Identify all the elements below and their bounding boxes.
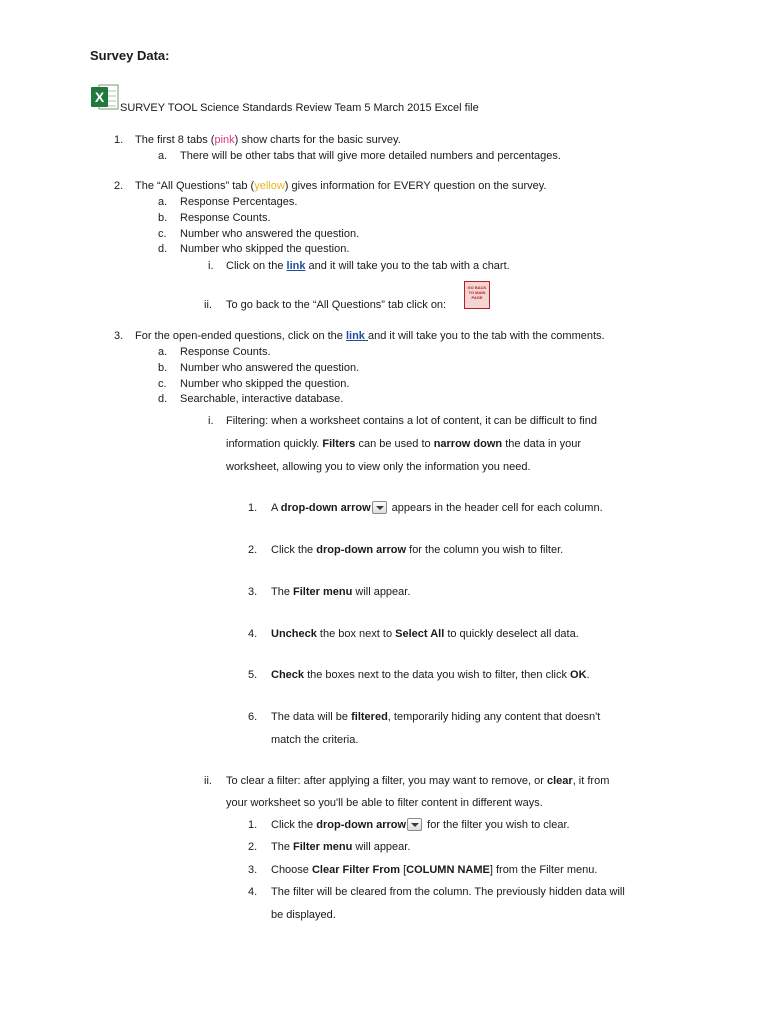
excel-file-link[interactable]: SURVEY TOOL Science Standards Review Team 5 March 2015 Excel file [120, 102, 479, 114]
step-6-text: The data will be filtered, temporarily hiding any content that doesn't [271, 711, 601, 723]
list-number: 3. [114, 330, 124, 342]
step-1-text: A drop-down arrow appears in the header cell for each column. [271, 502, 603, 514]
clear-step-2-text: The Filter menu will appear. [271, 841, 411, 853]
section-3-text: For the open-ended questions, click on the link and it will take you to the tab with the comments. [135, 330, 605, 342]
page-heading: Survey Data: [90, 48, 170, 63]
section-3-item: Response Counts. [180, 346, 271, 358]
filtering-line-1: Filtering: when a worksheet contains a lot of content, it can be difficult to find [226, 415, 597, 427]
section-2-item: Number who answered the question. [180, 228, 360, 240]
section-3-item: Number who answered the question. [180, 362, 360, 374]
list-letter: a. [158, 150, 168, 162]
section-2-sub-ii: To go back to the “All Questions” tab click on: [226, 299, 447, 311]
section-2-item: Response Percentages. [180, 196, 298, 208]
list-number: 1. [114, 134, 124, 146]
list-roman: i. [208, 415, 214, 427]
pink-label: pink [214, 134, 235, 146]
section-3-item: Searchable, interactive database. [180, 393, 344, 405]
step-number: 1. [248, 502, 258, 514]
list-letter: c. [158, 228, 167, 240]
clear-step-1-text: Click the drop-down arrow for the filter you wish to clear. [271, 819, 570, 831]
filtering-line-3: worksheet, allowing you to view only the information you need. [226, 461, 531, 473]
comments-link[interactable]: link [345, 330, 368, 342]
chart-link[interactable]: link [286, 260, 306, 272]
list-roman: i. [208, 260, 214, 272]
list-letter: b. [158, 212, 168, 224]
clear-step-4-text: The filter will be cleared from the column. The previously hidden data will [271, 886, 625, 898]
step-number: 2. [248, 841, 258, 853]
section-2-text: The “All Questions” tab (yellow) gives information for EVERY question on the survey. [135, 180, 547, 192]
step-number: 4. [248, 628, 258, 640]
clear-step-4-line-2: be displayed. [271, 909, 336, 921]
section-1-item-a: There will be other tabs that will give more detailed numbers and percentages. [180, 150, 561, 162]
clear-filter-line-2: your worksheet so you'll be able to filter content in different ways. [226, 797, 543, 809]
list-roman: ii. [204, 775, 212, 787]
svg-text:X: X [94, 89, 105, 105]
step-6-line-2: match the criteria. [271, 734, 359, 746]
list-roman: ii. [204, 299, 212, 311]
go-back-button[interactable]: GO BACK TO MAIN PAGE [464, 281, 490, 309]
step-number: 4. [248, 886, 258, 898]
clear-filter-line-1: To clear a filter: after applying a filter, you may want to remove, or clear, it from [226, 775, 610, 787]
list-letter: a. [158, 346, 168, 358]
step-number: 2. [248, 544, 258, 556]
step-number: 6. [248, 711, 258, 723]
list-letter: d. [158, 243, 168, 255]
section-3-item: Number who skipped the question. [180, 378, 350, 390]
step-number: 3. [248, 586, 258, 598]
section-2-item: Response Counts. [180, 212, 271, 224]
step-4-text: Uncheck the box next to Select All to quickly deselect all data. [271, 628, 579, 640]
section-2-sub-i: Click on the link and it will take you to the tab with a chart. [226, 260, 510, 272]
step-number: 1. [248, 819, 258, 831]
section-2-item: Number who skipped the question. [180, 243, 350, 255]
step-number: 3. [248, 864, 258, 876]
step-2-text: Click the drop-down arrow for the column you wish to filter. [271, 544, 564, 556]
list-letter: a. [158, 196, 168, 208]
step-5-text: Check the boxes next to the data you wish to filter, then click OK. [271, 669, 590, 681]
list-letter: b. [158, 362, 168, 374]
step-3-text: The Filter menu will appear. [271, 586, 411, 598]
section-1-text: The first 8 tabs (pink) show charts for the basic survey. [135, 134, 401, 146]
list-letter: c. [158, 378, 167, 390]
dropdown-arrow-icon [407, 818, 422, 831]
step-number: 5. [248, 669, 258, 681]
filtering-line-2: information quickly. Filters can be used to narrow down the data in your [226, 438, 582, 450]
list-number: 2. [114, 180, 124, 192]
excel-file-icon[interactable] [90, 82, 120, 112]
clear-step-3-text: Choose Clear Filter From [COLUMN NAME] from the Filter menu. [271, 864, 598, 876]
list-letter: d. [158, 393, 168, 405]
dropdown-arrow-icon [372, 501, 387, 514]
yellow-label: yellow [254, 180, 285, 192]
